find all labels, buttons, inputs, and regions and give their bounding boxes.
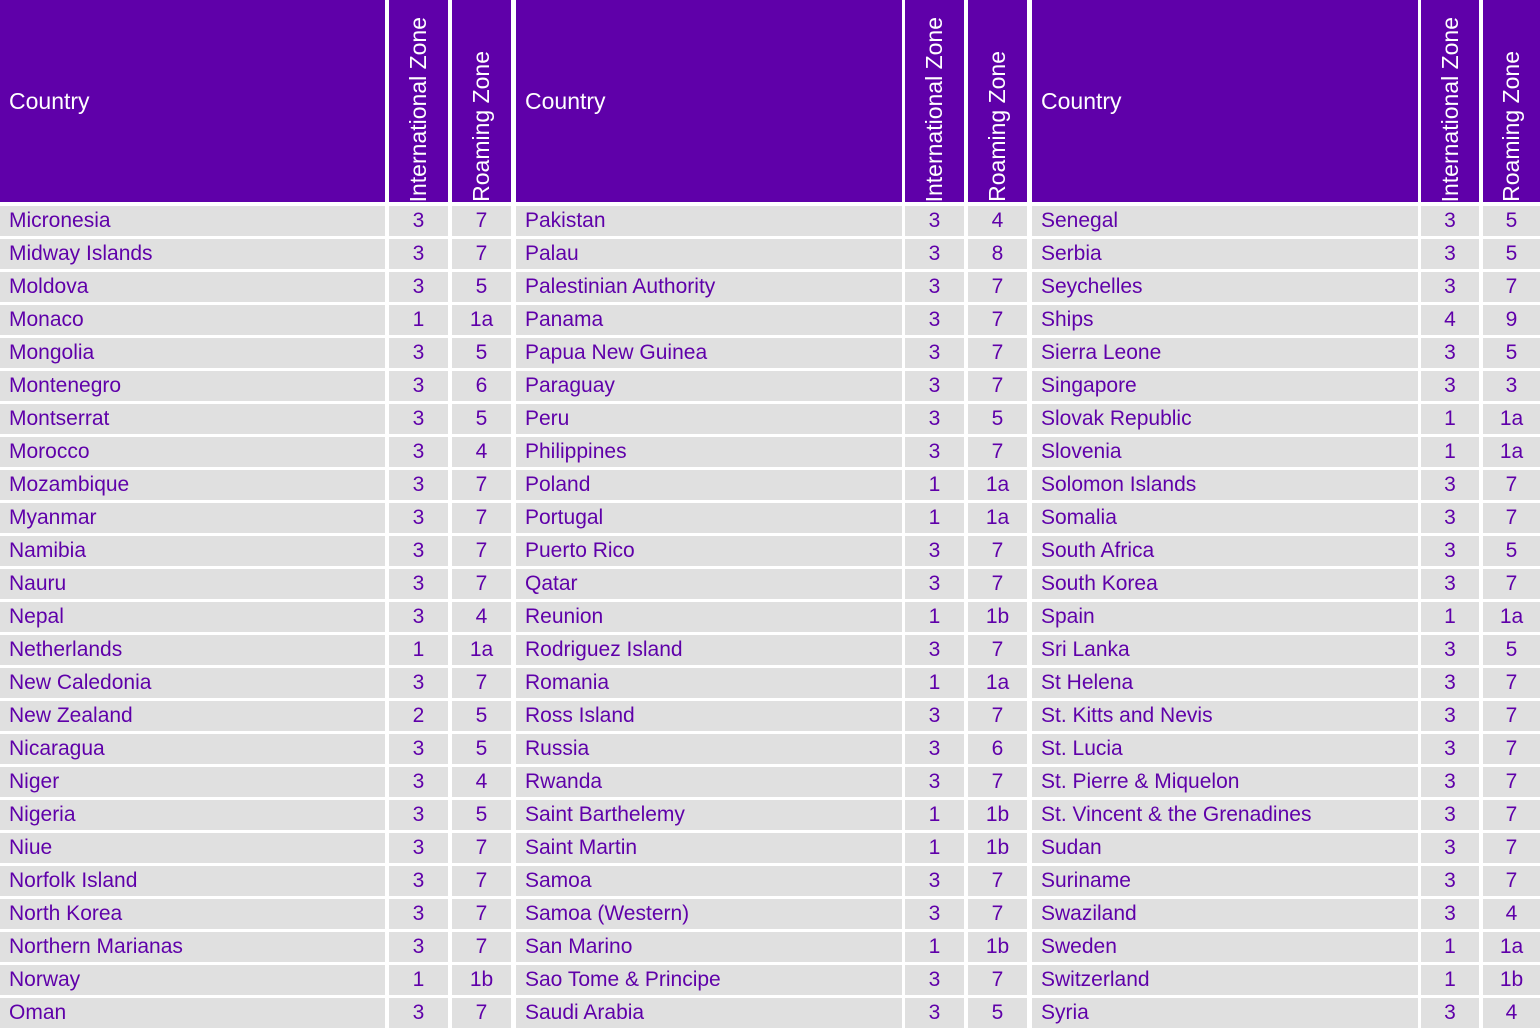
country-cell: New Zealand	[0, 701, 385, 731]
country-cell: Mongolia	[0, 338, 385, 368]
country-cell: Niue	[0, 833, 385, 863]
roaming-zone-cell: 7	[452, 833, 511, 863]
international-zone-cell: 3	[905, 866, 964, 896]
international-zone-cell: 3	[1421, 272, 1479, 302]
country-cell: Switzerland	[1032, 965, 1418, 995]
international-zone-cell: 3	[1421, 998, 1479, 1028]
international-zone-cell: 3	[389, 338, 448, 368]
roaming-zone-cell: 7	[452, 239, 511, 269]
country-cell: New Caledonia	[0, 668, 385, 698]
country-cell: Montenegro	[0, 371, 385, 401]
country-cell: Philippines	[516, 437, 902, 467]
international-zone-cell: 3	[905, 701, 964, 731]
international-zone-cell: 1	[1421, 404, 1479, 434]
international-zone-cell: 3	[1421, 866, 1479, 896]
international-zone-cell: 3	[389, 866, 448, 896]
international-zone-cell: 1	[389, 965, 448, 995]
roaming-zone-cell: 7	[452, 899, 511, 929]
international-zone-header-3	[1421, 0, 1479, 202]
country-cell: San Marino	[516, 932, 902, 962]
international-zone-cell: 3	[905, 767, 964, 797]
country-cell: Northern Marianas	[0, 932, 385, 962]
roaming-zone-cell: 5	[452, 338, 511, 368]
roaming-zone-cell: 1a	[968, 470, 1027, 500]
country-cell: Seychelles	[1032, 272, 1418, 302]
country-cell: Nicaragua	[0, 734, 385, 764]
roaming-zone-cell: 1a	[1483, 932, 1540, 962]
country-cell: Puerto Rico	[516, 536, 902, 566]
roaming-zone-cell: 7	[1483, 800, 1540, 830]
roaming-zone-cell: 7	[452, 470, 511, 500]
international-zone-cell: 3	[389, 602, 448, 632]
international-zone-cell: 4	[1421, 305, 1479, 335]
country-cell: Oman	[0, 998, 385, 1028]
country-cell: Palau	[516, 239, 902, 269]
roaming-zone-cell: 5	[452, 800, 511, 830]
roaming-zone-cell: 1a	[1483, 437, 1540, 467]
international-zone-cell: 1	[905, 470, 964, 500]
roaming-zone-cell: 7	[1483, 833, 1540, 863]
roaming-zone-cell: 7	[968, 371, 1027, 401]
roaming-zone-header-label: Roaming Zone	[468, 51, 494, 202]
international-zone-cell: 3	[389, 404, 448, 434]
international-zone-cell: 3	[1421, 338, 1479, 368]
roaming-zone-cell: 1a	[968, 503, 1027, 533]
roaming-zone-cell: 5	[452, 272, 511, 302]
international-zone-cell: 3	[1421, 668, 1479, 698]
roaming-zone-header-3	[1483, 0, 1540, 202]
roaming-zone-cell: 1b	[968, 932, 1027, 962]
country-cell: Poland	[516, 470, 902, 500]
roaming-zone-cell: 7	[452, 866, 511, 896]
international-zone-cell: 3	[905, 998, 964, 1028]
country-cell: Serbia	[1032, 239, 1418, 269]
country-cell: Russia	[516, 734, 902, 764]
country-cell: Saudi Arabia	[516, 998, 902, 1028]
roaming-zone-cell: 5	[1483, 239, 1540, 269]
country-cell: Saint Martin	[516, 833, 902, 863]
country-cell: Sri Lanka	[1032, 635, 1418, 665]
country-cell: Ross Island	[516, 701, 902, 731]
roaming-zone-cell: 7	[452, 998, 511, 1028]
international-zone-cell: 3	[389, 371, 448, 401]
country-header-label: Country	[525, 87, 606, 114]
international-zone-cell: 3	[1421, 503, 1479, 533]
country-cell: Peru	[516, 404, 902, 434]
roaming-zone-cell: 7	[452, 536, 511, 566]
roaming-zone-cell: 7	[968, 305, 1027, 335]
roaming-zone-cell: 7	[968, 272, 1027, 302]
country-cell: Midway Islands	[0, 239, 385, 269]
roaming-zone-cell: 7	[452, 668, 511, 698]
international-zone-cell: 3	[1421, 239, 1479, 269]
roaming-zone-cell: 5	[1483, 536, 1540, 566]
country-cell: Nepal	[0, 602, 385, 632]
roaming-zone-cell: 3	[1483, 371, 1540, 401]
country-cell: Portugal	[516, 503, 902, 533]
country-cell: Micronesia	[0, 206, 385, 236]
country-cell: Qatar	[516, 569, 902, 599]
roaming-zone-cell: 5	[968, 404, 1027, 434]
country-cell: Somalia	[1032, 503, 1418, 533]
country-cell: Panama	[516, 305, 902, 335]
roaming-zone-cell: 6	[968, 734, 1027, 764]
roaming-zone-cell: 4	[452, 437, 511, 467]
country-cell: Rodriguez Island	[516, 635, 902, 665]
roaming-zone-cell: 7	[452, 569, 511, 599]
international-zone-cell: 3	[389, 437, 448, 467]
country-cell: Norfolk Island	[0, 866, 385, 896]
international-zone-cell: 3	[905, 965, 964, 995]
country-cell: Spain	[1032, 602, 1418, 632]
roaming-zone-cell: 1a	[452, 635, 511, 665]
country-cell: North Korea	[0, 899, 385, 929]
roaming-zone-cell: 4	[452, 602, 511, 632]
international-zone-cell: 1	[905, 503, 964, 533]
international-zone-cell: 1	[905, 668, 964, 698]
international-zone-cell: 3	[905, 437, 964, 467]
roaming-zone-cell: 7	[1483, 734, 1540, 764]
international-zone-cell: 3	[1421, 569, 1479, 599]
international-zone-header-label: International Zone	[405, 16, 431, 202]
roaming-zone-cell: 1a	[968, 668, 1027, 698]
roaming-zone-cell: 5	[452, 734, 511, 764]
roaming-zone-cell: 7	[968, 338, 1027, 368]
roaming-zone-cell: 7	[968, 536, 1027, 566]
country-header-1	[0, 0, 385, 202]
roaming-zone-cell: 7	[968, 437, 1027, 467]
international-zone-cell: 3	[1421, 899, 1479, 929]
country-cell: Morocco	[0, 437, 385, 467]
roaming-zone-cell: 7	[968, 965, 1027, 995]
country-cell: Montserrat	[0, 404, 385, 434]
roaming-zone-cell: 7	[1483, 701, 1540, 731]
international-zone-cell: 1	[905, 932, 964, 962]
international-zone-cell: 3	[1421, 701, 1479, 731]
roaming-zone-cell: 1b	[968, 833, 1027, 863]
roaming-zone-cell: 7	[1483, 866, 1540, 896]
country-cell: Sweden	[1032, 932, 1418, 962]
international-zone-header-1	[389, 0, 448, 202]
international-zone-cell: 3	[905, 272, 964, 302]
international-zone-cell: 3	[389, 503, 448, 533]
roaming-zone-cell: 7	[1483, 503, 1540, 533]
roaming-zone-cell: 7	[452, 503, 511, 533]
roaming-zone-cell: 5	[1483, 635, 1540, 665]
roaming-zone-cell: 5	[1483, 338, 1540, 368]
country-cell: Reunion	[516, 602, 902, 632]
roaming-zone-cell: 1a	[452, 305, 511, 335]
roaming-zone-cell: 4	[968, 206, 1027, 236]
roaming-zone-header-label: Roaming Zone	[1498, 51, 1524, 202]
country-cell: Niger	[0, 767, 385, 797]
roaming-zone-cell: 1b	[1483, 965, 1540, 995]
international-zone-cell: 3	[1421, 800, 1479, 830]
country-cell: Suriname	[1032, 866, 1418, 896]
roaming-zone-cell: 6	[452, 371, 511, 401]
international-zone-header-label: International Zone	[1436, 16, 1463, 202]
country-cell: Mozambique	[0, 470, 385, 500]
roaming-zone-cell: 8	[968, 239, 1027, 269]
international-zone-cell: 3	[389, 668, 448, 698]
international-zone-cell: 3	[905, 635, 964, 665]
country-cell: Norway	[0, 965, 385, 995]
country-cell: South Africa	[1032, 536, 1418, 566]
country-cell: Slovak Republic	[1032, 404, 1418, 434]
country-cell: Rwanda	[516, 767, 902, 797]
international-zone-cell: 3	[389, 899, 448, 929]
international-zone-cell: 3	[905, 206, 964, 236]
country-cell: Sierra Leone	[1032, 338, 1418, 368]
international-zone-cell: 3	[1421, 833, 1479, 863]
international-zone-cell: 2	[389, 701, 448, 731]
roaming-zone-header-1	[452, 0, 511, 202]
international-zone-cell: 3	[1421, 536, 1479, 566]
country-cell: St. Kitts and Nevis	[1032, 701, 1418, 731]
roaming-zone-cell: 1b	[968, 602, 1027, 632]
country-cell: Swaziland	[1032, 899, 1418, 929]
international-zone-cell: 3	[389, 470, 448, 500]
international-zone-cell: 3	[905, 371, 964, 401]
international-zone-cell: 3	[389, 272, 448, 302]
country-header-label: Country	[9, 87, 90, 114]
international-zone-cell: 1	[1421, 437, 1479, 467]
roaming-zone-cell: 1b	[452, 965, 511, 995]
roaming-zone-cell: 7	[452, 206, 511, 236]
roaming-zone-cell: 7	[968, 635, 1027, 665]
country-header-3	[1032, 0, 1418, 202]
international-zone-cell: 3	[905, 899, 964, 929]
roaming-zone-cell: 4	[1483, 998, 1540, 1028]
roaming-zone-header-2	[968, 0, 1027, 202]
country-cell: Papua New Guinea	[516, 338, 902, 368]
country-cell: Nigeria	[0, 800, 385, 830]
country-cell: Ships	[1032, 305, 1418, 335]
country-cell: Samoa	[516, 866, 902, 896]
international-zone-cell: 3	[905, 305, 964, 335]
international-zone-cell: 1	[1421, 965, 1479, 995]
roaming-zone-cell: 7	[452, 932, 511, 962]
country-cell: Singapore	[1032, 371, 1418, 401]
international-zone-cell: 3	[1421, 470, 1479, 500]
roaming-zone-cell: 7	[1483, 668, 1540, 698]
international-zone-cell: 3	[389, 998, 448, 1028]
international-zone-cell: 3	[389, 800, 448, 830]
international-zone-cell: 3	[389, 239, 448, 269]
international-zone-cell: 3	[905, 338, 964, 368]
roaming-zone-cell: 7	[968, 569, 1027, 599]
country-cell: Romania	[516, 668, 902, 698]
country-cell: Pakistan	[516, 206, 902, 236]
roaming-zone-cell: 7	[1483, 470, 1540, 500]
roaming-zone-cell: 5	[452, 404, 511, 434]
country-cell: St. Pierre & Miquelon	[1032, 767, 1418, 797]
country-header-label: Country	[1041, 87, 1122, 114]
country-header-2	[516, 0, 902, 202]
international-zone-cell: 1	[389, 635, 448, 665]
country-cell: Moldova	[0, 272, 385, 302]
country-cell: St. Vincent & the Grenadines	[1032, 800, 1418, 830]
country-cell: Slovenia	[1032, 437, 1418, 467]
international-zone-cell: 3	[389, 569, 448, 599]
country-cell: St. Lucia	[1032, 734, 1418, 764]
international-zone-cell: 3	[1421, 734, 1479, 764]
country-cell: South Korea	[1032, 569, 1418, 599]
international-zone-cell: 3	[1421, 371, 1479, 401]
roaming-zone-cell: 7	[1483, 569, 1540, 599]
international-zone-cell: 3	[389, 767, 448, 797]
roaming-zone-cell: 7	[968, 866, 1027, 896]
international-zone-cell: 1	[1421, 932, 1479, 962]
international-zone-cell: 3	[905, 569, 964, 599]
international-zone-cell: 3	[1421, 767, 1479, 797]
international-zone-cell: 1	[1421, 602, 1479, 632]
international-zone-cell: 3	[905, 239, 964, 269]
country-cell: Palestinian Authority	[516, 272, 902, 302]
international-zone-cell: 3	[905, 734, 964, 764]
roaming-zone-cell: 4	[452, 767, 511, 797]
international-zone-cell: 3	[389, 206, 448, 236]
country-cell: Paraguay	[516, 371, 902, 401]
country-cell: Saint Barthelemy	[516, 800, 902, 830]
international-zone-cell: 3	[389, 536, 448, 566]
international-zone-cell: 1	[389, 305, 448, 335]
international-zone-cell: 1	[905, 833, 964, 863]
roaming-zone-cell: 4	[1483, 899, 1540, 929]
international-zone-cell: 1	[905, 602, 964, 632]
roaming-zone-cell: 7	[968, 701, 1027, 731]
country-cell: Syria	[1032, 998, 1418, 1028]
roaming-zone-cell: 7	[1483, 767, 1540, 797]
international-zone-cell: 3	[389, 932, 448, 962]
country-cell: St Helena	[1032, 668, 1418, 698]
international-zone-header-2	[905, 0, 964, 202]
roaming-zone-cell: 1a	[1483, 602, 1540, 632]
roaming-zone-cell: 7	[968, 899, 1027, 929]
country-cell: Myanmar	[0, 503, 385, 533]
international-zone-cell: 3	[389, 833, 448, 863]
roaming-zone-cell: 1a	[1483, 404, 1540, 434]
country-cell: Senegal	[1032, 206, 1418, 236]
roaming-zone-cell: 7	[968, 767, 1027, 797]
roaming-zone-cell: 9	[1483, 305, 1540, 335]
roaming-zone-cell: 5	[1483, 206, 1540, 236]
international-zone-cell: 3	[1421, 635, 1479, 665]
roaming-zone-cell: 7	[1483, 272, 1540, 302]
international-zone-cell: 3	[389, 734, 448, 764]
country-cell: Nauru	[0, 569, 385, 599]
international-zone-cell: 3	[905, 404, 964, 434]
country-cell: Sudan	[1032, 833, 1418, 863]
country-cell: Namibia	[0, 536, 385, 566]
country-cell: Samoa (Western)	[516, 899, 902, 929]
country-cell: Netherlands	[0, 635, 385, 665]
international-zone-header-label: International Zone	[921, 16, 947, 202]
roaming-zone-cell: 5	[968, 998, 1027, 1028]
roaming-zone-cell: 5	[452, 701, 511, 731]
international-zone-cell: 1	[905, 800, 964, 830]
roaming-zone-cell: 1b	[968, 800, 1027, 830]
international-zone-cell: 3	[1421, 206, 1479, 236]
roaming-zone-header-label: Roaming Zone	[984, 51, 1010, 202]
country-cell: Solomon Islands	[1032, 470, 1418, 500]
international-zone-cell: 3	[905, 536, 964, 566]
country-cell: Sao Tome & Principe	[516, 965, 902, 995]
country-cell: Monaco	[0, 305, 385, 335]
